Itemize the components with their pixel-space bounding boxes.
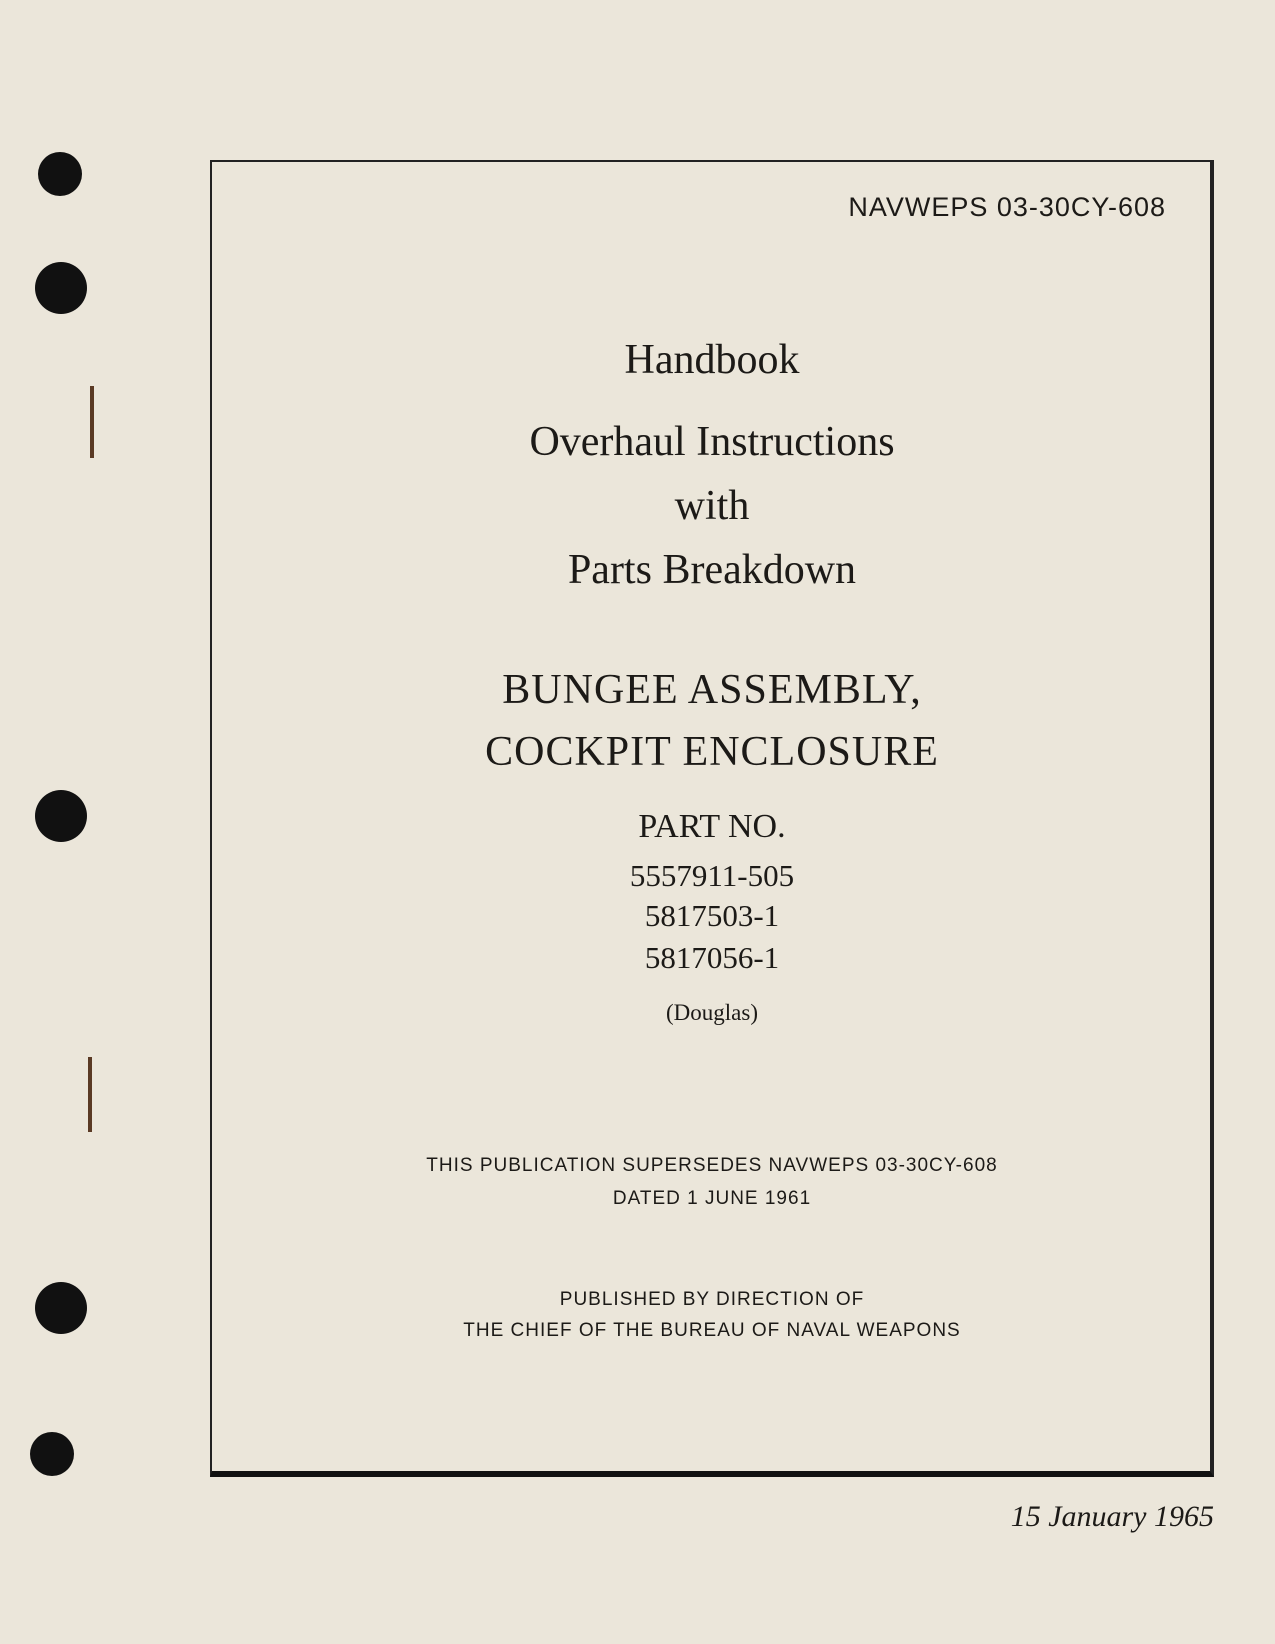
margin-mark-1 [90,386,94,458]
binder-hole-4 [35,1282,87,1334]
supersedes-notice: THIS PUBLICATION SUPERSEDES NAVWEPS 03-30CY-608 [426,1155,998,1176]
title-handbook: Handbook [624,337,800,383]
title-overhaul-instructions: Overhaul Instructions [529,419,895,465]
publication-date: 15 January 1965 [1010,1500,1214,1533]
binder-hole-2 [35,262,87,314]
subject-line-1: BUNGEE ASSEMBLY, [502,667,922,713]
publisher-line-1: PUBLISHED BY DIRECTION OF [559,1289,865,1310]
publication-number: NAVWEPS 03-30CY-608 [848,192,1166,222]
binder-hole-1 [38,152,82,196]
supersedes-date: DATED 1 JUNE 1961 [612,1188,812,1209]
title-with: with [674,483,750,529]
title-parts-breakdown: Parts Breakdown [567,547,857,593]
part-number-1: 5557911-505 [629,858,795,893]
margin-mark-2 [88,1057,92,1132]
manufacturer: (Douglas) [666,1000,758,1025]
part-number-2: 5817503-1 [644,898,780,933]
subject-line-2: COCKPIT ENCLOSURE [485,729,939,775]
publisher-line-2: THE CHIEF OF THE BUREAU OF NAVAL WEAPONS [463,1320,961,1341]
binder-hole-3 [35,790,87,842]
part-number-label: PART NO. [638,808,786,845]
binder-hole-5 [30,1432,74,1476]
part-number-3: 5817056-1 [644,940,780,975]
